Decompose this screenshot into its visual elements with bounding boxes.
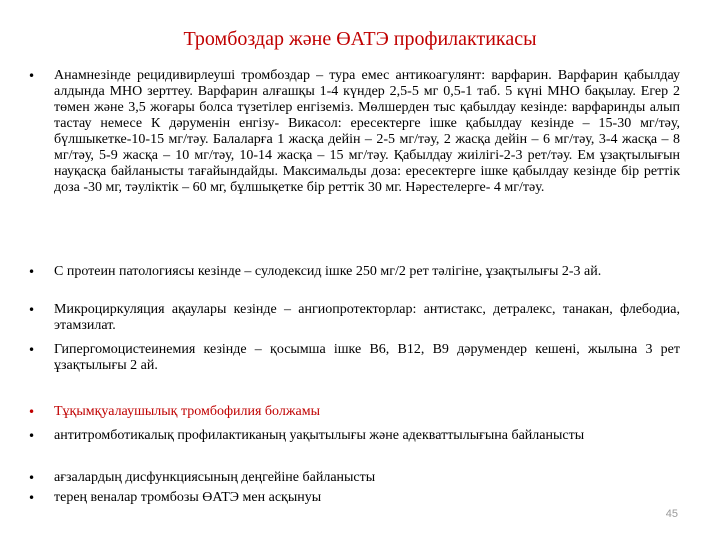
- list-item-text: Микроциркуляция ақаулары кезінде – ангиопротекторлар: антистакс, детралекс, танакан, флебодиа, этамзилат.: [54, 302, 680, 333]
- bullet-icon: •: [28, 491, 36, 505]
- list-item-text: Тұқымқуалаушылық тромбофилия болжамы: [54, 404, 321, 419]
- slide-title: Тромбоздар және ӨАТЭ профилактикасы: [183, 28, 537, 50]
- list-item-text: терең веналар тромбозы ӨАТЭ мен асқынуы: [54, 490, 322, 505]
- list-item-text: Гипергомоцистеинемия кезінде – қосымша ішке В6, В12, В9 дәрумендер кешені, жылына 3 рет ұзақтылығы 2 ай.: [54, 342, 680, 373]
- bullet-icon: •: [28, 429, 36, 443]
- list-item-text: ағзалардың дисфункциясының деңгейіне байланысты: [54, 470, 376, 485]
- bullet-icon: •: [28, 471, 36, 485]
- bullet-icon: •: [28, 69, 36, 83]
- bullet-icon: •: [28, 405, 36, 419]
- bullet-icon: •: [28, 343, 36, 357]
- bullet-icon: •: [28, 303, 36, 317]
- list-item-text: антитромботикалық профилактиканың уақытылығы және адекваттылығына байланысты: [54, 428, 585, 443]
- bullet-icon: •: [28, 265, 36, 279]
- list-item-text: С протеин патологиясы кезінде – сулодексид ішке 250 мг/2 рет тәлігіне, ұзақтылығы 2-3 ай.: [54, 264, 602, 279]
- list-item-text: Анамнезінде рецидивирлеуші тромбоздар – тура емес антикоагулянт: варфарин. Варфарин қабылдау алдында МНО зерттеу. Варфарин алғашқы 1-4 күндер 2,5-5 мг 0,5-1 таб. 5 күні МНО бақылау. Егер 2 төмен және 3,5 жоғары болса түзетілер енгіземіз. Мөлшерден тыс қабылдау кезінде: варфаринды алып тастау немесе К дәруменін енгізу- Викасол: ересектерге ішке қабылдау кезінде – 15-30 мг/тәу, бүлшыкетке-10-15 мг/тәу. Балаларға 1 жасқа дейін – 2-5 мг/тәу, 2 жасқа дейін – 6 мг/тәу, 3-4 жасқа – 8 мг/тәу, 5-9 жасқа – 10 мг/тәу, 10-14 жасқа – 15 мг/тәу. Қабылдау жиілігі-2-3 рет/тәу. Ем ұзақтылығын науқасқа байланысты тағайындайды. Максимальды доза: ересектерге ішке қабылдау кезінде бір реттік доза -30 мг, тәуліктік – 60 мг, бұлшықетке бір реттік 30 мг. Нәрестелерге- 4 мг/тәу.: [54, 68, 680, 195]
- page-number: 45: [665, 508, 678, 520]
